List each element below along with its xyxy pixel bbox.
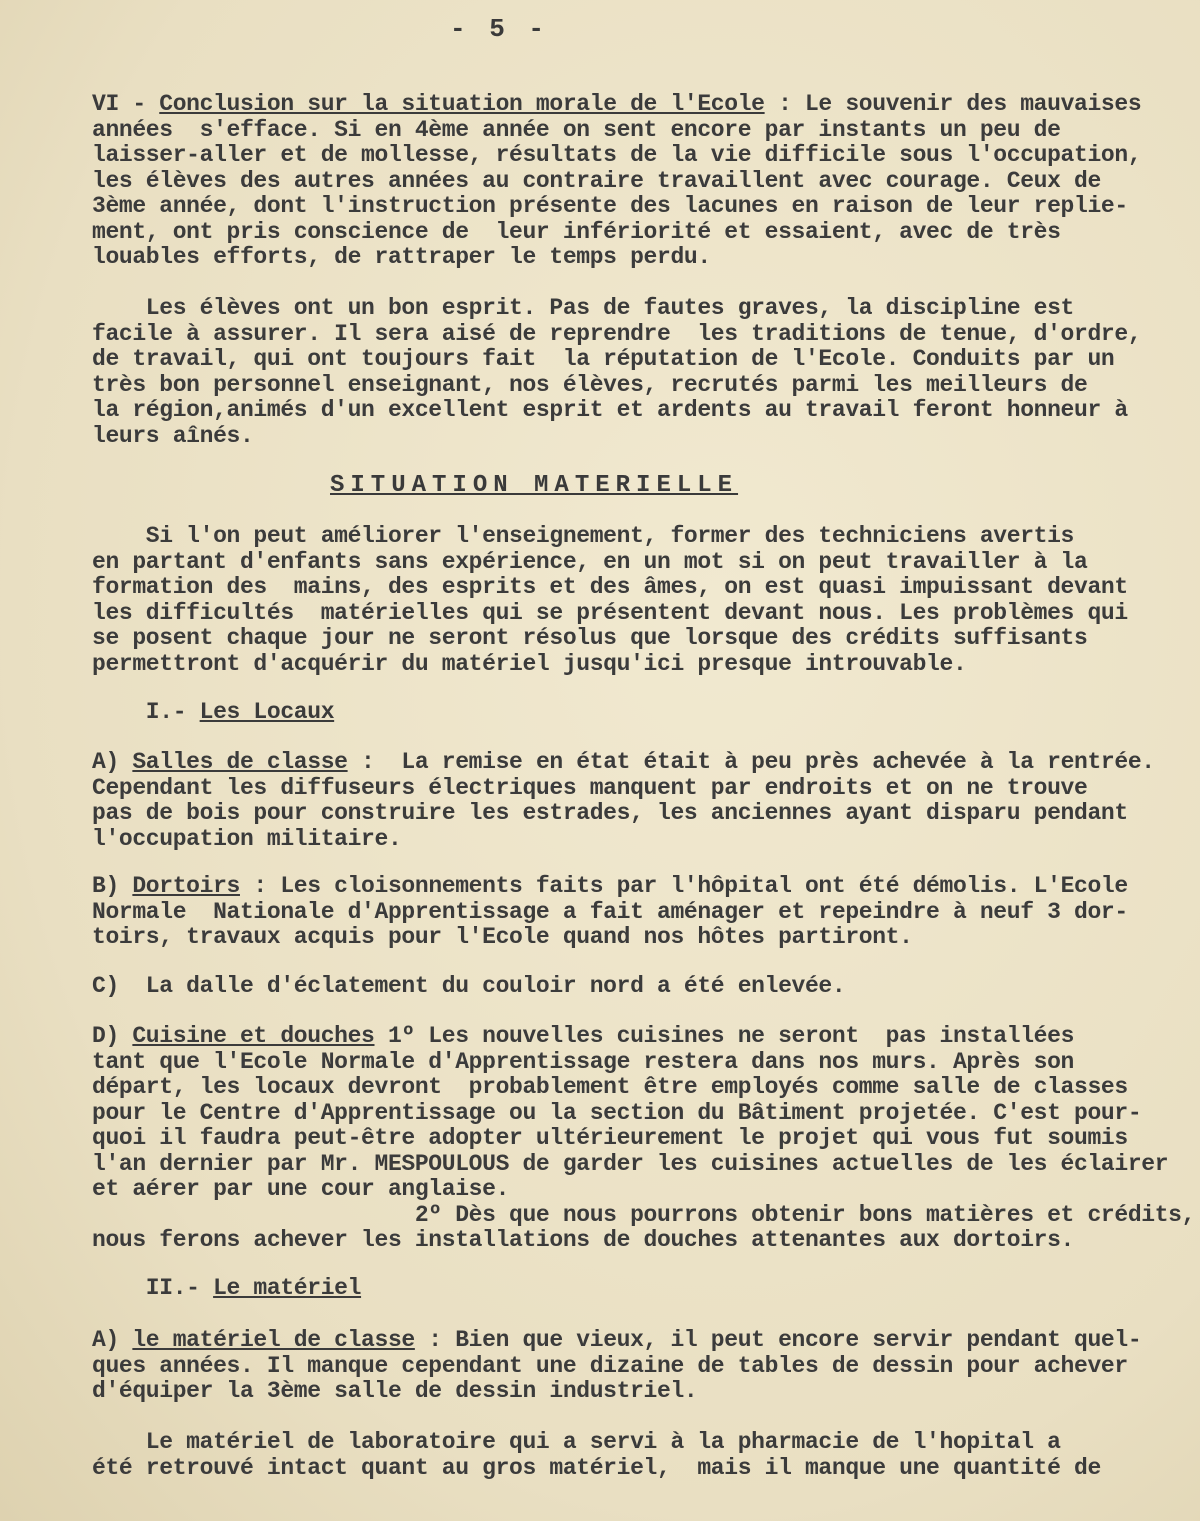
section-vi-paragraph-2 xyxy=(92,296,1162,449)
text-line: : Le souvenir des mauvaises xyxy=(764,91,1142,117)
text-line: toirs, travaux acquis pour l'Ecole quand nos hôtes partiront. xyxy=(92,924,913,950)
text-line: laisser-aller et de mollesse, résultats de la vie difficile sous l'occupation, xyxy=(92,142,1142,168)
text-line: permettront d'acquérir du matériel jusqu'ici presque introuvable. xyxy=(92,650,967,677)
text-line: départ, les locaux devront probablement être employés comme salle de classes xyxy=(92,1074,1128,1100)
section-vi-heading-line xyxy=(92,92,1162,118)
page-number: - 5 - xyxy=(450,14,549,44)
materiel-heading-block xyxy=(92,1276,1162,1302)
materielle-intro xyxy=(92,524,1162,677)
materiel-heading: Le matériel xyxy=(213,1275,362,1301)
text-line: années s'efface. Si en 4ème année on sent encore par instants un peu de xyxy=(92,116,1061,143)
item-c-dalle xyxy=(92,974,1162,1000)
text-line: d'équiper la 3ème salle de dessin industriel. xyxy=(92,1378,698,1404)
item-ma-heading-line xyxy=(92,1328,1162,1354)
text-line: : Bien que vieux, il peut encore servir pendant quel- xyxy=(414,1327,1142,1353)
item-ma-heading: le matériel de classe xyxy=(132,1327,415,1353)
text-line: en partant d'enfants sans expérience, en un mot si on peut travailler à la xyxy=(92,548,1088,575)
section-vi-prefix: VI - xyxy=(92,91,160,117)
text-line: 3ème année, dont l'instruction présente des lacunes en raison de leur replie- xyxy=(92,193,1128,219)
item-b-heading: Dortoirs xyxy=(132,873,240,899)
text-line: formation des mains, des esprits et des âmes, on est quasi impuissant devant xyxy=(92,574,1128,600)
text-line: tant que l'Ecole Normale d'Apprentissage restera dans nos murs. Après son xyxy=(92,1048,1075,1075)
heading-prefix: I.- xyxy=(92,699,200,725)
text-line: louables efforts, de rattraper le temps perdu. xyxy=(92,244,711,270)
text-line: leurs aînés. xyxy=(92,422,254,449)
text-line: se posent chaque jour ne seront résolus que lorsque des crédits suffisants xyxy=(92,625,1088,651)
item-materiel-classe xyxy=(92,1328,1162,1405)
text-line: très bon personnel enseignant, nos élèves, recrutés parmi les meilleurs de xyxy=(92,371,1088,398)
locaux-heading-line xyxy=(92,700,1162,726)
text-line: : La remise en état était à peu près achevée à la rentrée. xyxy=(347,749,1155,775)
locaux-heading: Les Locaux xyxy=(199,699,335,725)
item-prefix: D) xyxy=(92,1023,133,1049)
text-line: pour le Centre d'Apprentissage ou la section du Bâtiment projetée. C'est pour- xyxy=(92,1099,1142,1126)
text-line: l'occupation militaire. xyxy=(92,825,402,852)
text-line: de travail, qui ont toujours fait la réputation de l'Ecole. Conduits par un xyxy=(92,346,1115,372)
item-a-salles xyxy=(92,750,1162,852)
text-line: Normale Nationale d'Apprentissage a fait aménager et repeindre à neuf 3 dor- xyxy=(92,898,1128,925)
section-title: SITUATION MATERIELLE xyxy=(330,472,739,499)
item-prefix: B) xyxy=(92,873,133,899)
item-d-heading: Cuisine et douches xyxy=(132,1023,375,1049)
text-line: et aérer par une cour anglaise. xyxy=(92,1176,510,1202)
text-line: 2º Dès que nous pourrons obtenir bons matières et crédits, xyxy=(92,1201,1196,1228)
item-prefix: A) xyxy=(92,1327,133,1353)
text-line: ques années. Il manque cependant une dizaine de tables de dessin pour achever xyxy=(92,1352,1128,1379)
text-line: : Les cloisonnements faits par l'hôpital ont été démolis. L'Ecole xyxy=(239,873,1128,899)
text-line: C) La dalle d'éclatement du couloir nord a été enlevée. xyxy=(92,973,846,999)
text-line: nous ferons achever les installations de douches attenantes aux dortoirs. xyxy=(92,1227,1075,1253)
heading-prefix: II.- xyxy=(92,1275,214,1301)
text-line: quoi il faudra peut-être adopter ultérieurement le projet qui vous fut soumis xyxy=(92,1125,1128,1151)
materiel-heading-line xyxy=(92,1276,1162,1302)
text-line: pas de bois pour construire les estrades, les anciennes ayant disparu pendant xyxy=(92,800,1128,826)
text-line: Les élèves ont un bon esprit. Pas de fautes graves, la discipline est xyxy=(92,295,1075,321)
text-line: Si l'on peut améliorer l'enseignement, former des techniciens avertis xyxy=(92,523,1075,549)
text-line: la région,animés d'un excellent esprit et ardents au travail feront honneur à xyxy=(92,397,1128,423)
text-line: les élèves des autres années au contraire travaillent avec courage. Ceux de xyxy=(92,167,1101,194)
item-a-heading-line xyxy=(92,750,1162,776)
text-line: Le matériel de laboratoire qui a servi à la pharmacie de l'hopital a xyxy=(92,1429,1061,1455)
text-line: l'an dernier par Mr. MESPOULOUS de garder les cuisines actuelles de les éclairer xyxy=(92,1150,1169,1177)
locaux-heading-block xyxy=(92,700,1162,726)
item-d-heading-line xyxy=(92,1024,1162,1050)
item-d-cuisine xyxy=(92,1023,1196,1254)
text-line: ment, ont pris conscience de leur infériorité et essaient, avec de très xyxy=(92,218,1061,245)
item-b-heading-line xyxy=(92,874,1162,900)
text-line: les difficultés matérielles qui se présentent devant nous. Les problèmes qui xyxy=(92,599,1128,626)
laboratoire-paragraph xyxy=(92,1430,1162,1481)
section-vi-heading: Conclusion sur la situation morale de l'Ecole xyxy=(159,91,765,117)
text-line: été retrouvé intact quant au gros matériel, mais il manque une quantité de xyxy=(92,1454,1101,1481)
text-line: 1º Les nouvelles cuisines ne seront pas installées xyxy=(374,1023,1075,1049)
item-prefix: A) xyxy=(92,749,133,775)
item-b-dortoirs xyxy=(92,874,1162,951)
section-vi xyxy=(92,92,1162,271)
text-line: facile à assurer. Il sera aisé de reprendre les traditions de tenue, d'ordre, xyxy=(92,320,1142,347)
text-line: Cependant les diffuseurs électriques manquent par endroits et on ne trouve xyxy=(92,774,1088,801)
item-a-heading: Salles de classe xyxy=(132,749,348,775)
